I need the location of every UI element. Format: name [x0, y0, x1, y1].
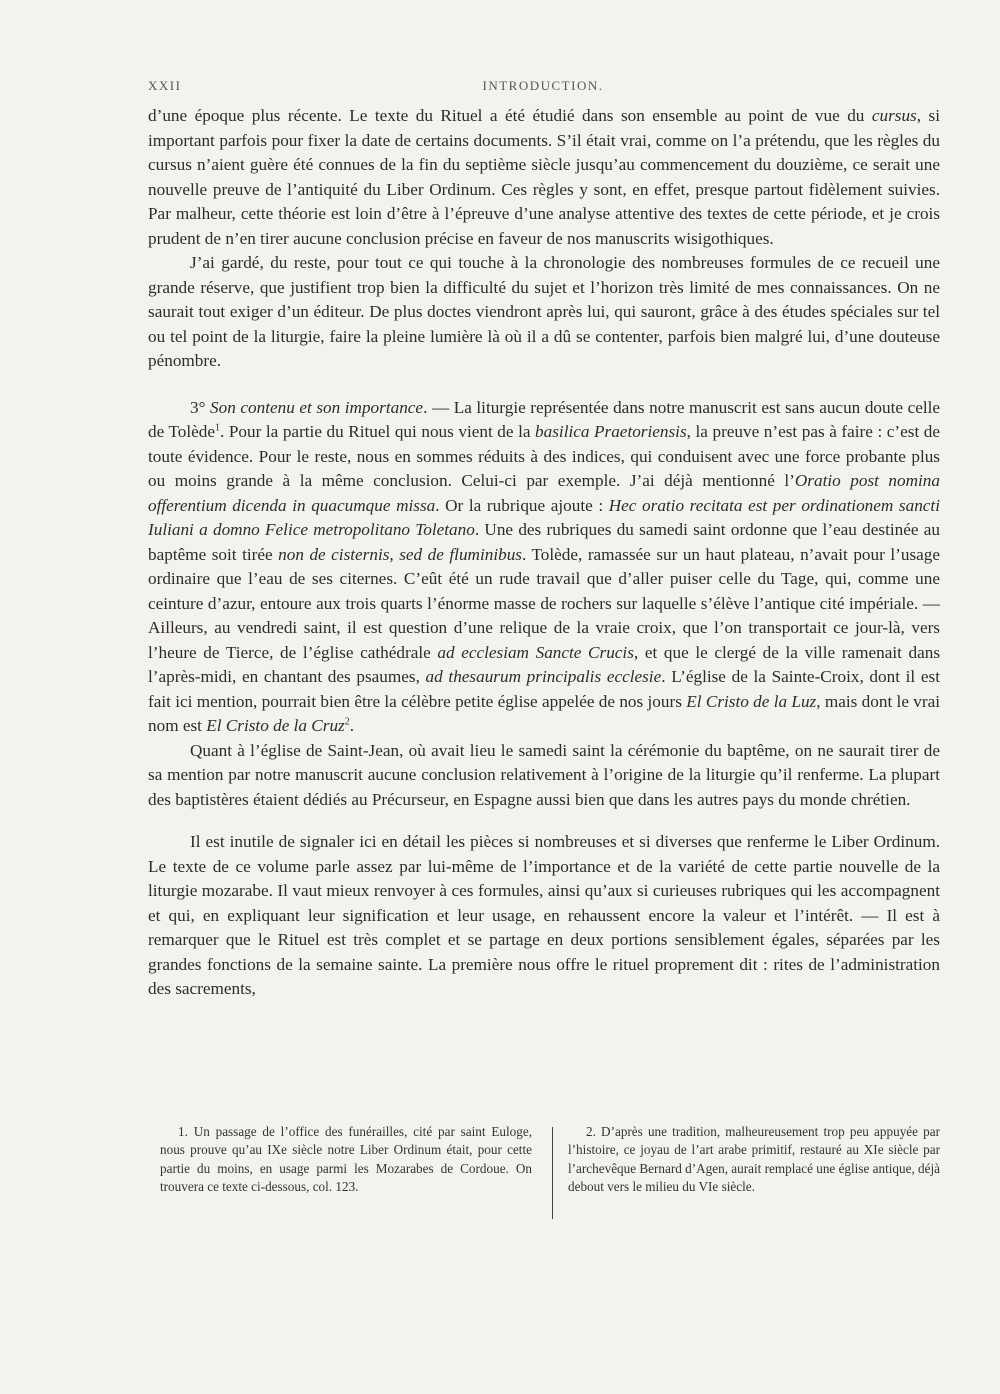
text-run: , et que le clergé de la ville ramenait dans l’après-midi, en chantant des psaumes, [148, 642, 941, 686]
text-run: . Une des rubriques du samedi saint ordonne que l’eau destinée au baptême soit tirée [148, 520, 940, 564]
italic-term: basilica Praetoriensis [535, 422, 687, 441]
text-run: d’une époque plus récente. Le texte du Rituel a été étudié dans son ensemble au point de vue du [148, 106, 872, 125]
italic-quote: Hec oratio recitata est per ordinationem sancti Iuliani a domno Felice metropolitano Toletano [148, 495, 940, 539]
italic-term: cursus [871, 106, 917, 125]
section-number: 3° [190, 397, 211, 417]
footnote-divider [552, 1127, 553, 1219]
footnote-1: 1. Un passage de l’office des funérailles, cité par saint Euloge, nous prouve qu’au IXe siècle notre Liber Ordinum était, pour cette partie du moins, en usage parmi les Mozarabes de Cordoue. On trouvera ce texte ci-dessous, col. 123. [160, 1124, 532, 1195]
text-run: . — La liturgie représentée dans notre manuscrit est sans aucun doute celle de Tolède [148, 397, 941, 441]
text-run: . Or la rubrique ajoute : [435, 495, 609, 515]
paragraph-cursus [148, 104, 940, 251]
text-run: , si important parfois pour fixer la date de certains documents. S’il était vrai, comme on l’a prétendu, que les règles du cursus n’aient guère été connues de la fin du septième siècle jusqu’au commencement du douzième, ce serait une nouvelle preuve de l’antiquité du Liber Ordinum. Ces règles y sont, en effet, presque partout fidèlement suivies. Par malheur, cette théorie est loin d’être à l’épreuve d’une analyse attentive des textes de cette période, et je crois prudent de n’en tirer aucune conclusion précise en faveur de nos manuscrits wisigothiques. [148, 106, 940, 248]
footnote-ref-1[interactable]: 1 [215, 422, 220, 434]
italic-quote: non de cisternis, sed de fluminibus [278, 544, 522, 564]
text-run: , la preuve n’est pas à faire : c’est de toute évidence. Pour le reste, nous en sommes réduits à des indices, qui conduisent avec une force probante plus ou moins grande à la même conclusion. Celui-ci par exemple. J’ai déjà mentionné l’ [148, 422, 941, 490]
italic-term: El Cristo de la Cruz [206, 716, 345, 735]
text-run: . [349, 716, 355, 735]
text-run: , mais dont le vrai nom est [148, 691, 940, 735]
footnote-2: 2. D’après une tradition, malheureusement trop peu appuyée par l’histoire, ce joyau de l’art arabe primitif, restauré au XIe siècle par l’archevêque Bernard d’Agen, aurait remplacé une église antique, déjà debout vers le milieu du VIe siècle. [568, 1124, 940, 1195]
footnote-ref-2[interactable]: 2 [344, 716, 350, 728]
italic-quote: ad thesaurum principalis ecclesie [425, 667, 662, 686]
page-number: XXII [148, 78, 182, 93]
running-head [148, 78, 938, 100]
paragraph-section-3 [148, 396, 940, 739]
paragraph-chronology: J’ai gardé, du reste, pour tout ce qui touche à la chronologie des nombreuses formules de ce recueil une grande réserve, que justifient trop bien la difficulté du sujet et l’horizon très limité de mes connaissances. On ne saurait tout exiger d’un éditeur. De plus doctes viendront après lui, qui sauront, grâce à des études spéciales sur tel ou tel point de la liturgie, faire la pleine lumière là où il a dû se contenter, parfois bien malgré lui, d’une douteuse pénombre. [148, 253, 940, 370]
paragraph-liber-ordinum: Il est inutile de signaler ici en détail les pièces si nombreuses et si diverses que renferme le Liber Ordinum. Le texte de ce volume parle assez par lui-même de l’importance et de la variété de cette partie nouvelle de la liturgie mozarabe. Il vaut mieux renvoyer à ces formules, ainsi qu’aux si curieuses rubriques qui les accompagnent et qui, en expliquant leur signification et leur usage, en rehaussent encore la valeur et l’intérêt. — Il est à remarquer que le Rituel est très complet et se partage en deux portions sensiblement égales, séparées par les grandes fonctions de la semaine sainte. La première nous offre le rituel proprement dit : rites de l’administration des sacrements, [148, 832, 940, 998]
text-run: . Tolède, ramassée sur un haut plateau, n’avait pour l’usage ordinaire que l’eau de ses citernes. C’eût été un rude travail que d’aller puiser celle du Tage, qui, comme une ceinture d’azur, entoure aux trois quarts l’énorme masse de rochers sur laquelle s’élève l’antique cité impériale. — Ailleurs, au vendredi saint, il est question d’une relique de la vraie croix, que l’on transportait ce jour-là, vers l’heure de Tierce, de l’église cathédrale [148, 544, 940, 662]
italic-quote: ad ecclesiam Sancte Crucis [437, 642, 634, 662]
running-title: INTRODUCTION. [482, 78, 604, 93]
section-heading: Son contenu et son importance [210, 397, 424, 417]
body-text [148, 104, 940, 1002]
paragraph-saint-jean: Quant à l’église de Saint-Jean, où avait lieu le samedi saint la cérémonie du baptême, on ne saurait tirer de sa mention par notre manuscrit aucune conclusion relativement à l’origine de la liturgie qu’il renferme. La plupart des baptistères étaient dédiés au Précurseur, en Espagne aussi bien que dans les autres pays du monde chrétien. [148, 740, 940, 809]
italic-quote: Oratio post nomina offerentium dicenda in quacumque missa [148, 471, 940, 515]
text-run: . Pour la partie du Rituel qui nous vient de la [220, 422, 536, 441]
text-run: . L’église de la Sainte-Croix, dont il est fait ici mention, pourrait bien être la célèbre petite église appelée de nos jours [148, 667, 940, 711]
italic-term: El Cristo de la Luz [686, 691, 817, 711]
